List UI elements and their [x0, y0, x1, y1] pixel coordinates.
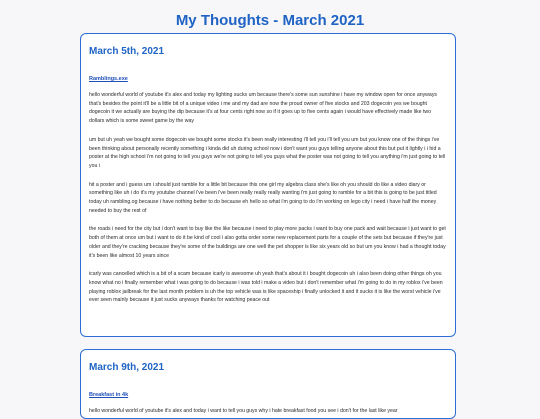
journal-entry	[80, 349, 456, 419]
entry-link-ramblings[interactable]: Ramblings.exe	[89, 76, 128, 82]
entry-date: March 5th, 2021	[89, 46, 165, 57]
entry-paragraph: hello wonderful world of youtube it's alex and today my lighting sucks um because there's some sun sunshine i have my window open for once anyways that's besides the point it'll be a little bit of a unique video i me and my dad are now the proud owner of five stocks and 203 dogecoin yes we bought dogecoin it we actually are buying the dip because it's at four cents right now so if it goes up to five cents again i would have effectively made like two dollars which is some sweet game by the way	[89, 92, 438, 125]
entry-paragraph: icarly was cancelled which is a bit of a scam because icarly is awesome uh yeah that's about it i bought dogecoin uh i also been doing other things oh you know what no i finally remember what i was going to do because i was told i make a video but i don't remember what i'm going to do in my roblox i've been playing roblox jailbreak for the last month problem is uh the top vehicle was is like spaceship i finally unlocked it and it sucks it is like the worst vehicle i've ever seen mainly because it just sucks anyways thanks for watching peace out	[89, 271, 443, 304]
journal-entry	[80, 33, 456, 337]
entry-paragraph: the roads i need for the city but i don't want to buy like the like because i need to play more packs i want to buy one pack and wait because i just want to get both of them at once um but i want to do it be kind of cool i also gotta order some new replacement parts for a couple of the sets but because if they're just older and they're cracking because they're some of the buildings are one well the pet shopper is like six years old so but um you know i had a thought today it's been like almost 10 years since	[89, 226, 446, 259]
entry-link-breakfast[interactable]: Breakfast in 4k	[89, 392, 129, 398]
entry-paragraph: hit a poster and i guess um i should just ramble for a little bit because this one girl my algebra class she's like oh you should do like a video diary or something like uh i do it's my youtube channel i've been i've been really really really wanting i'm just going to ramble for a bit this is going to be just titled today uh rambling.og because i have nothing better to do because eh hello so what i'm going to do i'm working on lego city i need i have half the money needed to buy the rest of	[89, 181, 437, 214]
entry-paragraph: hello wonderful world of youtube it's alex and today i want to tell you guys why i hate breakfast food you see i don't for the last like year	[89, 408, 398, 414]
entry-paragraph: um but uh yeah we bought some dogecoin we bought some stocks it's been really interesting i'll tell you i'll tell you um but you know one of the things i've been thinking about personally recently something i kinda did uh during school now i don't want you guys telling anyone about this but put it lightly i i hid a poster at the high school i'm not going to tell you guys we're not going to tell you guys what the poster was not going to tell you anything i'm just going to tell you i	[89, 136, 446, 169]
entry-date: March 9th, 2021	[89, 362, 165, 373]
page-title: My Thoughts - March 2021	[175, 12, 365, 29]
